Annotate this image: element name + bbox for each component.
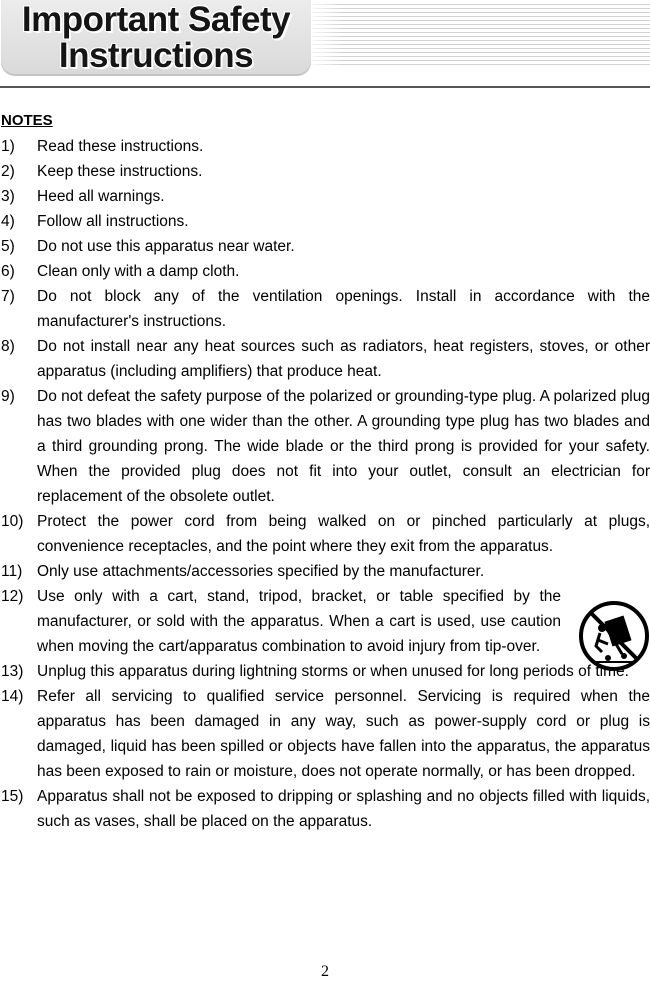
item-text: Protect the power cord from being walked on or pinched particularly at plugs, convenience receptacles, and the point where they exit from the apparatus. <box>37 513 650 555</box>
item-number: 11) <box>1 563 23 580</box>
item-number: 14) <box>1 688 24 705</box>
list-item <box>0 384 650 509</box>
title-line-2: Instructions <box>58 36 254 75</box>
item-number: 9) <box>1 388 15 405</box>
header-stripes <box>312 4 650 66</box>
item-number: 6) <box>1 263 15 280</box>
list-item <box>0 259 650 284</box>
item-text: Do not block any of the ventilation openings. Install in accordance with the manufacturer's instructions. <box>37 288 650 330</box>
item-number: 5) <box>1 238 15 255</box>
item-text: Do not use this apparatus near water. <box>37 238 295 255</box>
item-number: 13) <box>1 663 24 680</box>
item-text: Do not defeat the safety purpose of the polarized or grounding-type plug. A polarized plug has two blades with one wider than the other. A grounding type plug has two blades and a third grounding prong. The wide blade or the third prong is provided for your safety. When the provided plug does not fit into your outlet, consult an electrician for replacement of the obsolete outlet. <box>37 388 650 505</box>
item-number: 7) <box>1 288 15 305</box>
item-text: Apparatus shall not be exposed to dripping or splashing and no objects filled with liquids, such as vases, shall be placed on the apparatus. <box>37 788 650 830</box>
page-number: 2 <box>321 963 329 980</box>
list-item <box>0 159 650 184</box>
list-item <box>0 784 650 834</box>
list-item <box>0 234 650 259</box>
item-number: 12) <box>1 588 24 605</box>
list-item <box>0 334 650 384</box>
list-item <box>0 284 650 334</box>
item-text: Do not install near any heat sources such as radiators, heat registers, stoves, or other apparatus (including amplifiers) that produce heat. <box>37 338 650 380</box>
instructions-list <box>0 134 650 834</box>
item-number: 1) <box>1 138 15 155</box>
item-number: 4) <box>1 213 15 230</box>
item-number: 15) <box>1 788 24 805</box>
item-number: 2) <box>1 163 15 180</box>
item-text: Heed all warnings. <box>37 188 165 205</box>
item-text: Read these instructions. <box>37 138 204 155</box>
item-text: Unplug this apparatus during lightning storms or when unused for long periods of time. <box>37 663 629 680</box>
title-line-1: Important Safety <box>21 0 291 39</box>
list-item <box>0 584 650 659</box>
title-banner <box>1 0 311 76</box>
list-item <box>0 684 650 784</box>
header-rule <box>0 86 650 88</box>
item-number: 3) <box>1 188 15 205</box>
page-title <box>1 0 311 74</box>
page-header <box>0 0 650 92</box>
item-text: Follow all instructions. <box>37 213 189 230</box>
item-text: Clean only with a damp cloth. <box>37 263 240 280</box>
item-text: Refer all servicing to qualified service personnel. Servicing is required when the apparatus has been damaged in any way, such as power-supply cord or plug is damaged, liquid has been spilled or objects have fallen into the apparatus, the apparatus has been exposed to rain or moisture, does not operate normally, or has been dropped. <box>37 688 650 780</box>
header-stripes-fade <box>312 4 342 66</box>
list-item <box>0 184 650 209</box>
item-text: Use only with a cart, stand, tripod, bracket, or table specified by the manufacturer, or sold with the apparatus. When a cart is used, use caution when moving the cart/apparatus combination to avoid injury from tip-over. <box>37 588 561 655</box>
item-number: 10) <box>1 513 24 530</box>
list-item <box>0 509 650 559</box>
notes-heading: NOTES <box>1 112 53 129</box>
list-item <box>0 134 650 159</box>
list-item <box>0 559 650 584</box>
list-item <box>0 209 650 234</box>
item-text: Keep these instructions. <box>37 163 203 180</box>
item-number: 8) <box>1 338 15 355</box>
list-item <box>0 659 650 684</box>
item-text: Only use attachments/accessories specified by the manufacturer. <box>37 563 485 580</box>
